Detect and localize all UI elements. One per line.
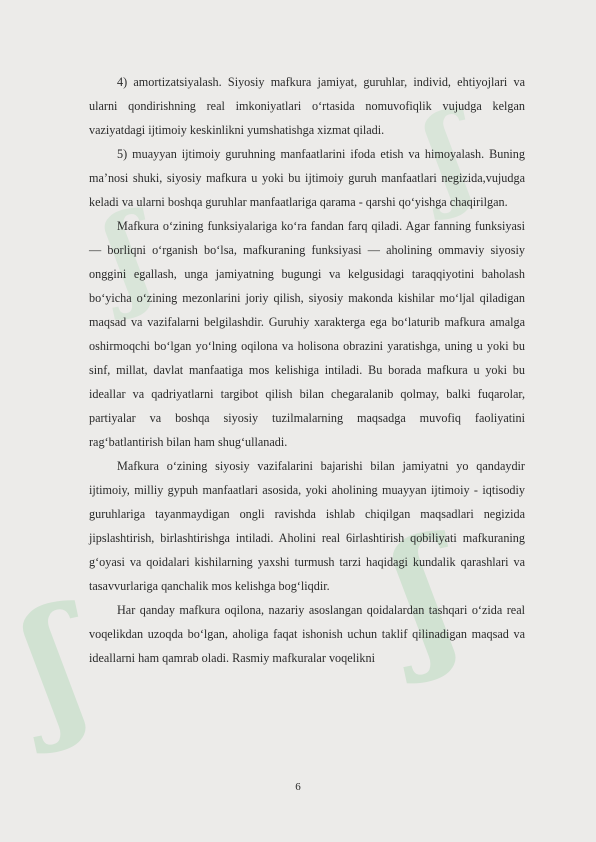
watermark-logo: ʃ [416,87,480,222]
page-number: 6 [295,781,301,793]
paragraph: Har qanday mafkura oqilona, nazariy asoslangan qoidalardan tashqari o‘zida real voqelikdan uzoqda bo‘lgan, aholiga faqat ishonish uchun taklif qilinadigan maqsad va ideallarni ham qamrab oladi. Rasmiy mafkuralar voqelikni [89,603,525,665]
paragraph: Mafkura o‘zining siyosiy vazifalarini bajarishi bilan jamiyatni yo qandaydir ijtimoiy, milliy gypuh manfaatlari asosida, yoki aholining muayyan ijtimoiy - iqtisodiy guruhlariga tayanmaydigan ongli ravishda ishlab chiqilgan maqsadlari negizida jipslashtirish, birlashtirishga intiladi. Aholini real 6irlashtirish qobiliyati mafkuraning g‘oyasi va qoidalari kishilarning yaxshi turmush tarzi haqidagi kundalik qarashlari va tasavvurlariga qanchalik mos kelishga bog‘liqdir. [89,459,525,593]
paragraph: Mafkura o‘zining funksiyalariga ko‘ra fandan farq qiladi. Agar fanning funksiyasi — borliqni o‘rganish bo‘lsa, mafkuraning funksiyasi — aholining ommaviy siyosiy onggini egallash, unga jamiyatning bugungi va kelgusidagi taraqqiyotini baholash bo‘yicha o‘zining mezonlarini joriy qilish, siyosiy makonda kishilar mo‘ljal qiladigan maqsad va vazifalarni belgilashdir. Guruhiy xarakterga ega bo‘laturib mafkura amalga oshirmoqchi bo‘lgan yo‘lning oqilona va holisona obrazini yaratishga, uning u yoki bu sinf, millat, davlat manfaatiga mos kelishiga intiladi. Bu borada mafkura u yoki bu ideallar va qadriyatlarni targibot qilish bilan chegaralanib qolmay, balki fuqarolar, partiyalar va boshqa siyosiy tuzilmalarning maqsadga muvofiq faoliyatini rag‘batlantirish bilan ham shug‘ullanadi. [89,219,525,449]
watermark-logo: ʃ [382,503,468,687]
watermark-logo: ʃ [96,187,160,322]
watermark-logo: ʃ [12,573,98,757]
body-text [89,70,525,670]
paragraph: 4) amortizatsiyalash. Siyosiy mafkura jamiyat, guruhlar, individ, ehtiyojlari va ularni qondirishning real imkoniyatlari o‘rtasida nomuvofiqlik vujudga kelgan vaziyatdagi ijtimoiy keskinlikni yumshatishga xizmat qiladi. [89,75,525,137]
paragraph: 5) muayyan ijtimoiy guruhning manfaatlarini ifoda etish va himoyalash. Buning ma’nosi shuki, siyosiy mafkura u yoki bu ijtimoiy guruh manfaatlari negizida,vujudga keladi va ularni boshqa guruhlar manfaatlariga qarama - qarshi qo‘yishga chaqirilgan. [89,147,525,209]
